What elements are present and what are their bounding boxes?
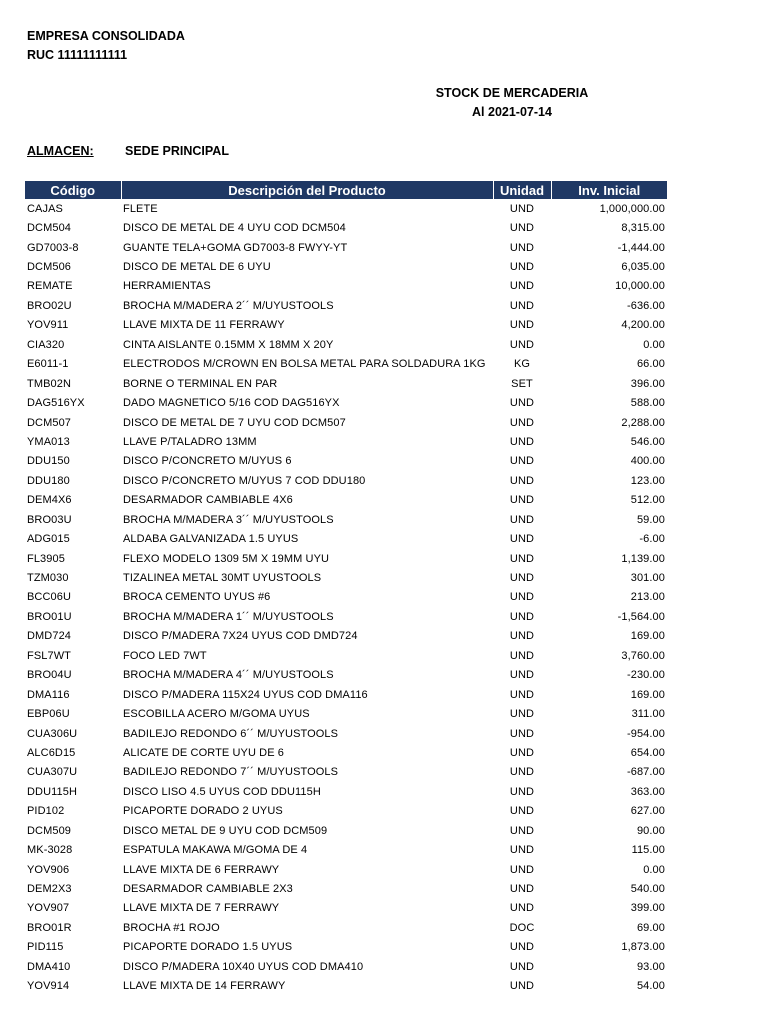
cell-descripcion: DISCO P/CONCRETO M/UYUS 7 COD DDU180 <box>123 474 366 487</box>
cell-codigo: DMA116 <box>27 688 70 701</box>
cell-inv-inicial: 8,315.00 <box>621 222 665 235</box>
column-header-descripcion: Descripción del Producto <box>121 181 493 199</box>
cell-codigo: BRO01R <box>27 921 72 934</box>
cell-inv-inicial: 396.00 <box>630 377 665 390</box>
cell-codigo: ADG015 <box>27 533 70 546</box>
almacen-label: ALMACEN: <box>27 144 94 158</box>
cell-unidad: UND <box>509 727 535 740</box>
table-body <box>25 199 667 996</box>
table-row <box>25 491 667 510</box>
cell-inv-inicial: 546.00 <box>630 435 665 448</box>
cell-unidad: UND <box>509 980 535 993</box>
cell-inv-inicial: 10,000.00 <box>615 280 665 293</box>
cell-unidad: UND <box>509 805 535 818</box>
cell-inv-inicial: 6,035.00 <box>621 261 665 274</box>
cell-codigo: PID102 <box>27 805 65 818</box>
table-row <box>25 607 667 626</box>
cell-descripcion: HERRAMIENTAS <box>123 280 211 293</box>
cell-inv-inicial: 1,873.00 <box>621 941 665 954</box>
cell-unidad: UND <box>509 630 535 643</box>
cell-descripcion: BROCHA M/MADERA 2´´ M/UYUSTOOLS <box>123 299 334 312</box>
cell-unidad: KG <box>513 358 531 371</box>
cell-inv-inicial: 169.00 <box>630 688 665 701</box>
cell-inv-inicial: 363.00 <box>630 785 665 798</box>
cell-inv-inicial: -687.00 <box>626 766 665 779</box>
table-row <box>25 627 667 646</box>
cell-descripcion: DISCO P/MADERA 7X24 UYUS COD DMD724 <box>123 630 358 643</box>
cell-descripcion: TIZALINEA METAL 30MT UYUSTOOLS <box>123 572 322 585</box>
cell-inv-inicial: 512.00 <box>630 494 665 507</box>
column-header-codigo: Código <box>25 181 121 199</box>
cell-unidad: SET <box>511 377 533 390</box>
table-row <box>25 199 667 218</box>
cell-descripcion: BROCA CEMENTO UYUS #6 <box>123 591 271 604</box>
cell-inv-inicial: 90.00 <box>636 824 665 837</box>
report-date: Al 2021-07-14 <box>472 105 552 119</box>
cell-unidad: UND <box>509 572 535 585</box>
cell-codigo: EBP06U <box>27 708 70 721</box>
cell-codigo: MK-3028 <box>27 844 73 857</box>
cell-codigo: FL3905 <box>27 552 65 565</box>
cell-inv-inicial: 0.00 <box>643 863 665 876</box>
cell-descripcion: PICAPORTE DORADO 2 UYUS <box>123 805 283 818</box>
cell-codigo: REMATE <box>27 280 73 293</box>
cell-descripcion: ESCOBILLA ACERO M/GOMA UYUS <box>123 708 310 721</box>
cell-inv-inicial: 1,000,000.00 <box>599 202 665 215</box>
table-row <box>25 646 667 665</box>
cell-inv-inicial: -1,564.00 <box>617 610 665 623</box>
cell-unidad: UND <box>509 844 535 857</box>
cell-codigo: DMD724 <box>27 630 72 643</box>
cell-inv-inicial: 115.00 <box>631 844 665 857</box>
cell-unidad: UND <box>509 416 535 429</box>
cell-codigo: DDU150 <box>27 455 70 468</box>
cell-inv-inicial: 400.00 <box>630 455 665 468</box>
cell-codigo: DCM509 <box>27 824 72 837</box>
cell-unidad: DOC <box>509 921 535 934</box>
cell-descripcion: DADO MAGNETICO 5/16 COD DAG516YX <box>123 397 340 410</box>
cell-descripcion: BROCHA M/MADERA 1´´ M/UYUSTOOLS <box>123 610 334 623</box>
cell-unidad: UND <box>509 863 535 876</box>
cell-unidad: UND <box>509 338 535 351</box>
cell-unidad: UND <box>509 552 535 565</box>
cell-unidad: UND <box>509 455 535 468</box>
table-row <box>25 296 667 315</box>
cell-descripcion: BROCHA #1 ROJO <box>123 921 220 934</box>
cell-descripcion: BADILEJO REDONDO 6´´ M/UYUSTOOLS <box>123 727 339 740</box>
cell-inv-inicial: -1,444.00 <box>617 241 665 254</box>
table-header-row <box>25 181 667 199</box>
cell-descripcion: LLAVE MIXTA DE 11 FERRAWY <box>123 319 285 332</box>
cell-unidad: UND <box>509 222 535 235</box>
cell-descripcion: FLEXO MODELO 1309 5M X 19MM UYU <box>123 552 330 565</box>
cell-codigo: CIA320 <box>27 338 65 351</box>
cell-descripcion: DISCO DE METAL DE 7 UYU COD DCM507 <box>123 416 346 429</box>
cell-unidad: UND <box>509 319 535 332</box>
table-row <box>25 782 667 801</box>
table-row <box>25 743 667 762</box>
cell-inv-inicial: 123.00 <box>630 474 665 487</box>
cell-unidad: UND <box>509 591 535 604</box>
cell-descripcion: DISCO LISO 4.5 UYUS COD DDU115H <box>123 785 321 798</box>
cell-inv-inicial: 301.00 <box>630 572 665 585</box>
table-row <box>25 763 667 782</box>
cell-inv-inicial: 2,288.00 <box>621 416 665 429</box>
cell-unidad: UND <box>509 299 535 312</box>
almacen-value: SEDE PRINCIPAL <box>125 144 229 158</box>
cell-codigo: YOV906 <box>27 863 70 876</box>
cell-inv-inicial: 169.00 <box>630 630 665 643</box>
cell-descripcion: GUANTE TELA+GOMA GD7003-8 FWYY-YT <box>123 241 348 254</box>
cell-inv-inicial: 213.00 <box>630 591 665 604</box>
cell-codigo: E6011-1 <box>27 358 69 371</box>
cell-inv-inicial: -6.00 <box>639 533 665 546</box>
cell-codigo: BRO01U <box>27 610 72 623</box>
cell-unidad: UND <box>509 533 535 546</box>
cell-codigo: GD7003-8 <box>27 241 79 254</box>
cell-unidad: UND <box>509 902 535 915</box>
cell-unidad: UND <box>509 494 535 507</box>
table-row <box>25 452 667 471</box>
cell-unidad: UND <box>509 960 535 973</box>
table-row <box>25 840 667 859</box>
cell-inv-inicial: 399.00 <box>630 902 665 915</box>
cell-inv-inicial: 93.00 <box>636 960 665 973</box>
cell-codigo: CUA306U <box>27 727 78 740</box>
cell-inv-inicial: 69.00 <box>636 921 665 934</box>
table-row <box>25 393 667 412</box>
cell-descripcion: DISCO P/MADERA 10X40 UYUS COD DMA410 <box>123 960 364 973</box>
cell-inv-inicial: 588.00 <box>630 397 665 410</box>
table-row <box>25 277 667 296</box>
cell-unidad: UND <box>509 280 535 293</box>
cell-unidad: UND <box>509 669 535 682</box>
cell-descripcion: ESPATULA MAKAWA M/GOMA DE 4 <box>123 844 308 857</box>
cell-unidad: UND <box>509 688 535 701</box>
cell-descripcion: BROCHA M/MADERA 4´´ M/UYUSTOOLS <box>123 669 334 682</box>
cell-descripcion: DISCO DE METAL DE 6 UYU <box>123 261 271 274</box>
cell-inv-inicial: 59.00 <box>636 513 665 526</box>
stock-table <box>25 181 667 996</box>
cell-codigo: DCM504 <box>27 222 72 235</box>
cell-codigo: DEM2X3 <box>27 883 72 896</box>
cell-descripcion: CINTA AISLANTE 0.15MM X 18MM X 20Y <box>123 338 334 351</box>
cell-unidad: UND <box>509 824 535 837</box>
cell-codigo: CUA307U <box>27 766 78 779</box>
table-row <box>25 821 667 840</box>
table-row <box>25 218 667 237</box>
cell-codigo: YOV907 <box>27 902 70 915</box>
cell-codigo: TZM030 <box>27 572 69 585</box>
cell-codigo: ALC6D15 <box>27 746 76 759</box>
table-row <box>25 802 667 821</box>
cell-descripcion: LLAVE MIXTA DE 7 FERRAWY <box>123 902 280 915</box>
company-name: EMPRESA CONSOLIDADA <box>27 29 185 43</box>
cell-inv-inicial: 311.00 <box>631 708 665 721</box>
table-row <box>25 316 667 335</box>
cell-descripcion: LLAVE MIXTA DE 6 FERRAWY <box>123 863 280 876</box>
cell-descripcion: DISCO DE METAL DE 4 UYU COD DCM504 <box>123 222 346 235</box>
cell-inv-inicial: 1,139.00 <box>621 552 665 565</box>
table-row <box>25 238 667 257</box>
cell-descripcion: FOCO LED 7WT <box>123 649 207 662</box>
table-row <box>25 724 667 743</box>
report-title-block <box>412 84 612 122</box>
table-row <box>25 860 667 879</box>
table-row <box>25 899 667 918</box>
cell-descripcion: BADILEJO REDONDO 7´´ M/UYUSTOOLS <box>123 766 339 779</box>
cell-unidad: UND <box>509 474 535 487</box>
cell-unidad: UND <box>509 202 535 215</box>
table-row <box>25 549 667 568</box>
cell-descripcion: DESARMADOR CAMBIABLE 4X6 <box>123 494 293 507</box>
column-header-unidad: Unidad <box>493 181 551 199</box>
table-row <box>25 335 667 354</box>
table-row <box>25 957 667 976</box>
cell-inv-inicial: -636.00 <box>626 299 665 312</box>
cell-inv-inicial: 627.00 <box>630 805 665 818</box>
cell-inv-inicial: 4,200.00 <box>621 319 665 332</box>
cell-inv-inicial: 0.00 <box>643 338 665 351</box>
cell-unidad: UND <box>509 941 535 954</box>
cell-unidad: UND <box>509 708 535 721</box>
cell-unidad: UND <box>509 241 535 254</box>
cell-codigo: BRO02U <box>27 299 72 312</box>
table-row <box>25 413 667 432</box>
cell-codigo: DDU115H <box>27 785 78 798</box>
cell-descripcion: DISCO METAL DE 9 UYU COD DCM509 <box>123 824 328 837</box>
cell-descripcion: PICAPORTE DORADO 1.5 UYUS <box>123 941 293 954</box>
cell-unidad: UND <box>509 435 535 448</box>
cell-codigo: YMA013 <box>27 435 70 448</box>
cell-codigo: TMB02N <box>27 377 71 390</box>
cell-codigo: BRO03U <box>27 513 72 526</box>
cell-codigo: DMA410 <box>27 960 71 973</box>
almacen-line <box>27 144 229 158</box>
cell-unidad: UND <box>509 785 535 798</box>
table-row <box>25 568 667 587</box>
cell-descripcion: ALDABA GALVANIZADA 1.5 UYUS <box>123 533 299 546</box>
cell-inv-inicial: 54.00 <box>636 980 665 993</box>
column-header-inv-inicial: Inv. Inicial <box>551 181 667 199</box>
cell-codigo: YOV914 <box>27 980 70 993</box>
cell-codigo: BCC06U <box>27 591 72 604</box>
cell-descripcion: DISCO P/MADERA 115X24 UYUS COD DMA116 <box>123 688 368 701</box>
cell-inv-inicial: 654.00 <box>630 746 665 759</box>
table-row <box>25 374 667 393</box>
cell-codigo: CAJAS <box>27 202 63 215</box>
company-header <box>27 27 185 65</box>
table-row <box>25 666 667 685</box>
cell-codigo: PID115 <box>27 941 64 954</box>
cell-codigo: DEM4X6 <box>27 494 72 507</box>
table-row <box>25 510 667 529</box>
cell-descripcion: FLETE <box>123 202 158 215</box>
cell-unidad: UND <box>509 397 535 410</box>
cell-unidad: UND <box>509 261 535 274</box>
cell-descripcion: DISCO P/CONCRETO M/UYUS 6 <box>123 455 292 468</box>
cell-codigo: YOV911 <box>27 319 69 332</box>
cell-descripcion: DESARMADOR CAMBIABLE 2X3 <box>123 883 293 896</box>
cell-codigo: DCM506 <box>27 261 72 274</box>
table-row <box>25 529 667 548</box>
table-row <box>25 471 667 490</box>
cell-codigo: BRO04U <box>27 669 72 682</box>
cell-inv-inicial: 3,760.00 <box>621 649 665 662</box>
table-row <box>25 938 667 957</box>
cell-descripcion: BORNE O TERMINAL EN PAR <box>123 377 278 390</box>
cell-descripcion: LLAVE P/TALADRO 13MM <box>123 435 257 448</box>
cell-codigo: FSL7WT <box>27 649 71 662</box>
cell-codigo: DAG516YX <box>27 397 85 410</box>
cell-descripcion: ELECTRODOS M/CROWN EN BOLSA METAL PARA SOLDADURA 1KG <box>123 358 486 371</box>
cell-inv-inicial: 66.00 <box>636 358 665 371</box>
cell-unidad: UND <box>509 610 535 623</box>
cell-unidad: UND <box>509 513 535 526</box>
cell-codigo: DCM507 <box>27 416 72 429</box>
table-row <box>25 355 667 374</box>
report-title: STOCK DE MERCADERIA <box>435 86 589 100</box>
table-row <box>25 588 667 607</box>
cell-inv-inicial: -230.00 <box>626 669 665 682</box>
cell-descripcion: LLAVE MIXTA DE 14 FERRAWY <box>123 980 286 993</box>
table-row <box>25 977 667 996</box>
cell-codigo: DDU180 <box>27 474 70 487</box>
cell-inv-inicial: -954.00 <box>626 727 665 740</box>
table-row <box>25 879 667 898</box>
cell-inv-inicial: 540.00 <box>630 883 665 896</box>
table-row <box>25 918 667 937</box>
cell-descripcion: BROCHA M/MADERA 3´´ M/UYUSTOOLS <box>123 513 334 526</box>
table-row <box>25 704 667 723</box>
cell-unidad: UND <box>509 649 535 662</box>
cell-unidad: UND <box>509 883 535 896</box>
table-row <box>25 257 667 276</box>
cell-unidad: UND <box>509 766 535 779</box>
company-ruc: RUC 11111111111 <box>27 48 128 62</box>
table-row <box>25 432 667 451</box>
cell-descripcion: ALICATE DE CORTE UYU DE 6 <box>123 746 285 759</box>
cell-unidad: UND <box>509 746 535 759</box>
table-row <box>25 685 667 704</box>
